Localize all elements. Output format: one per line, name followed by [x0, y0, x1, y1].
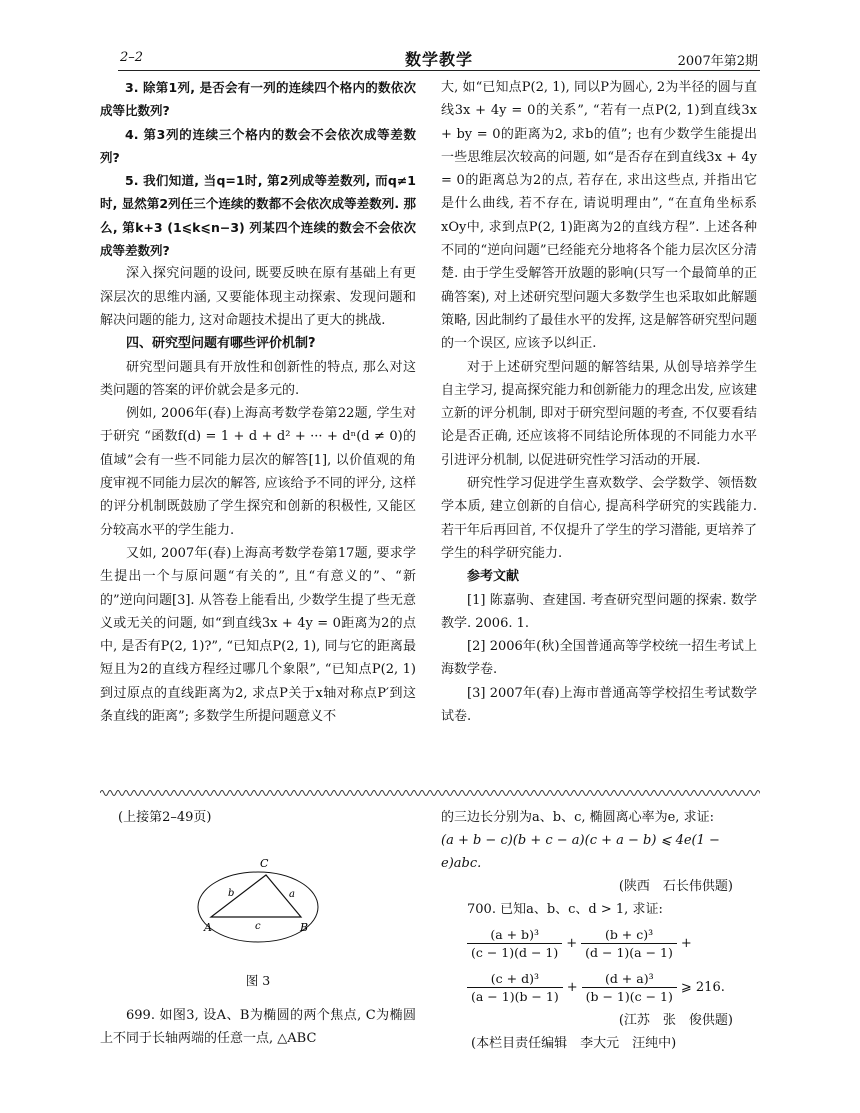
body-paragraph: 深入探究问题的设问, 既要反映在原有基础上有更深层次的思维内涵, 又要能体现主动探索、发现问题和解决问题的能力, 这对命题技术提出了更大的挑战. — [100, 266, 416, 328]
bottom-right-block — [441, 806, 761, 1055]
inequality-tail: ⩾ 216. — [680, 979, 725, 995]
ellipse-triangle-diagram — [100, 833, 416, 963]
body-paragraph: 研究性学习促进学生喜欢数学、会学数学、领悟数学本质, 建立创新的自信心, 提高科学研究的实践能力. 若干年后再回首, 不仅提升了学生的学习潜能, 更培养了学生的科学研究能力. — [441, 476, 757, 561]
figure-caption: 图 3 — [245, 973, 271, 988]
fraction-line-2 — [441, 965, 761, 1009]
question-paragraph: 5. 我们知道, 当q=1时, 第2列成等差数列, 而q≠1时, 显然第2列任三个连续的数都不会依次成等差数列. 那么, 第k+3 (1⩽k⩽n−3) 列某四个连续的数会不会依次成等差数列? — [100, 173, 416, 259]
journal-title: 数学教学 — [404, 50, 473, 69]
problem-700-author: (江苏 张 俊供题) — [618, 1013, 733, 1028]
issue-label: 2007年第2期 — [677, 54, 758, 69]
question-paragraph: 4. 第3列的连续三个格内的数会不会依次成等差数列? — [100, 126, 416, 165]
problem-700-intro: 700. 已知a、b、c、d > 1, 求证: — [467, 902, 663, 917]
wavy-separator — [100, 786, 760, 800]
fraction-1: $\frac{\text{(a + b)³}}{(c - 1)(d - 1)}$ — [467, 926, 562, 961]
problem-699-start: 699. 如图3, 设A、B为椭圆的两个焦点, C为椭圆上不同于长轴两端的任意一点, △ABC — [100, 1008, 416, 1046]
problem-699-author: (陕西 石长伟供题) — [618, 879, 733, 894]
body-paragraph: [2] 2006年(秋)全国普通高等学校统一招生考试上海数学卷. — [441, 639, 757, 678]
body-paragraph: 又如, 2007年(春)上海高考数学卷第17题, 要求学生提出一个与原问题“有关的”, 且“有意义的”、“新的”逆向问题[3]. 从答卷上能看出, 少数学生提了些无意义或无关的问题, 如“到直线3x + 4y = 0距离为2的点中, 是否有P(2, 1)?”, “已知点P(2, 1), 同与它的距离最短且为2的直线方程经过哪几个象限”, “已知点P(2, 1)到过原点的直线距离为2, 求点P关于x轴对称点P′到这条直线的距离”; 多数学生所提问题意义不 — [100, 545, 416, 725]
section-heading: 四、研究型问题有哪些评价机制? — [126, 336, 316, 352]
section-heading: 参考文献 — [467, 569, 520, 585]
triangle-abc — [211, 875, 301, 917]
body-paragraph: 对于上述研究型问题的解答结果, 从创导培养学生自主学习, 提高探究能力和创新能力的理念出发, 应该建立新的评分机制, 即对于研究型问题的考查, 不仅要看结论是否正确, 还应该将不同结论所体现的不同能力水平引进评分机制, 以促进研究性学习活动的开展. — [441, 359, 757, 468]
label-side-a: a — [289, 889, 295, 900]
plus-sign: + — [680, 935, 692, 951]
problem-699-continued: 的三边长分别为a、b、c, 椭圆离心率为e, 求证: — [441, 810, 714, 825]
label-b-vertex: B — [300, 921, 309, 934]
label-side-c: c — [255, 921, 261, 932]
right-column — [441, 76, 757, 728]
bottom-left-block — [100, 806, 416, 1050]
body-paragraph: 例如, 2006年(春)上海高考数学卷第22题, 学生对于研究 “函数f(d) = 1 + d + d² + ··· + dⁿ(d ≠ 0)的值域”会有一些不同能力层次的解答[1], 以价值观的角度审视不同能力层次的解答, 应该给予不同的评分, 这样的评分机制既鼓励了学生探究和创新的积极性, 又能区分较高水平的学生能力. — [100, 406, 416, 538]
fraction-4: $\frac{\text{(d + a)³}}{(b - 1)(c - 1)}$ — [582, 970, 677, 1005]
problem-699-inequality: (a + b − c)(b + c − a)(c + a − b) ⩽ 4e(1 − e)abc. — [441, 833, 720, 871]
plus-sign: + — [566, 935, 578, 951]
editor-note: (本栏目责任编辑 李大元 汪纯中) — [471, 1036, 677, 1051]
label-side-b: b — [228, 888, 235, 899]
fraction-3: $\frac{\text{(c + d)³}}{(a - 1)(b - 1)}$ — [467, 970, 563, 1005]
figure-3 — [100, 833, 416, 963]
page-number: 2–2 — [120, 50, 144, 65]
label-a-vertex: A — [204, 921, 212, 934]
fraction-2: $\frac{\text{(b + c)³}}{(d - 1)(a - 1)}$ — [581, 926, 677, 961]
question-paragraph: 3. 除第1列, 是否会有一列的连续四个格内的数依次成等比数列? — [100, 80, 416, 119]
body-paragraph: 研究型问题具有开放性和创新性的特点, 那么对这类问题的答案的评价就会是多元的. — [100, 359, 416, 398]
plus-sign: + — [566, 979, 578, 995]
body-paragraph: 大, 如“已知点P(2, 1), 同以P为圆心, 2为半径的圆与直线3x + 4y = 0的关系”, “若有一点P(2, 1)到直线3x + by = 0的距离为2, 求b的值”; 也有少数学生能提出一些思维层次较高的问题, 如“是否存在到直线3x + 4y = 0的距离总为2的点, 若存在, 求出这些点, 并指出它是什么曲线, 若不存在, 请说明理由”, “在直角坐标系xOy中, 求到点P(2, 1)距离为2的直线方程”. 上述各种不同的“逆向问题”已经能充分地将各个能力层次区分清楚. 由于学生受解答开放题的影响(只写一个最简单的正确答案), 对上述研究型问题大多数学生也采取如此解题策略, 因此制约了最佳水平的发挥, 这是解答研究型问题的一个误区, 应该予以纠正. — [441, 80, 757, 352]
body-paragraph: [1] 陈嘉驹、查建国. 考查研究型问题的探索. 数学教学. 2006. 1. — [441, 592, 757, 631]
continued-note: (上接第2–49页) — [118, 810, 212, 825]
fraction-line-1 — [441, 921, 761, 965]
left-column — [100, 76, 416, 728]
page-header — [118, 46, 760, 71]
label-c-vertex: C — [260, 857, 269, 870]
body-paragraph: [3] 2007年(春)上海市普通高等学校招生考试数学试卷. — [441, 685, 757, 725]
